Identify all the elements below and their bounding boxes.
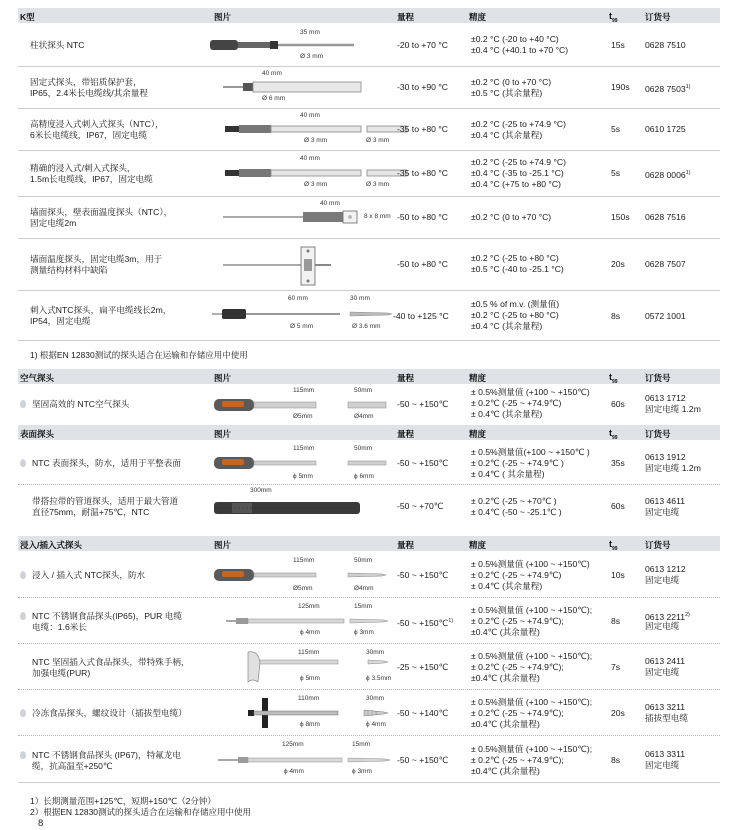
- header-type: 表面探头: [20, 429, 55, 439]
- probe-image: [212, 455, 392, 471]
- order-number: 0628 7510: [645, 40, 686, 50]
- order-number: 0628 7516: [645, 212, 686, 222]
- probe-name: 精确的浸入式/刺入式探头，: [30, 163, 136, 173]
- dim-label: ϕ 3mm: [352, 768, 372, 775]
- probe-name: 直径75mm，耐温+75℃，NTC: [32, 507, 150, 517]
- t99-value: 20s: [611, 708, 625, 718]
- table-header: [18, 8, 720, 23]
- accuracy-line: ± 0.4℃ (-50 ~ -25.1℃ ): [471, 507, 562, 517]
- dim-label: ϕ 4mm: [284, 768, 304, 775]
- t99-value: 20s: [611, 259, 625, 269]
- accuracy-line: ±0.4 °C (其余量程): [471, 130, 543, 140]
- accuracy-line: ± 0.5%测量值 (+100 ~ +150℃);: [471, 605, 593, 615]
- order-number: 0628 0006$^{1)}$: [645, 169, 691, 180]
- header-type: K型: [20, 12, 35, 22]
- dim-label: 30 mm: [350, 295, 370, 302]
- order-note: 固定电缆: [645, 507, 680, 517]
- accuracy-line: ± 0.2℃ (-25 ~ +74.9℃);: [471, 708, 564, 718]
- order-note: 固定电缆 1.2m: [645, 404, 701, 414]
- k-type-table: [18, 8, 720, 341]
- probe-image: [223, 166, 413, 180]
- range-value: -50 to +80 °C: [397, 259, 448, 269]
- range-value: -35 to +80 °C: [397, 124, 448, 134]
- dim-label: Ø 3 mm: [366, 181, 390, 188]
- dim-label: ϕ 3mm: [354, 629, 374, 636]
- droplet-icon: [20, 400, 26, 408]
- order-number: 0628 7503$^{1)}$: [645, 83, 691, 94]
- probe-name: 冷冻食品探头，螺纹设计（插拔型电缆）: [32, 708, 187, 718]
- dim-label: ϕ 8mm: [300, 721, 320, 728]
- dim-label: ϕ 4mm: [366, 721, 386, 728]
- dim-label: 40 mm: [320, 200, 340, 207]
- header-order: 订货号: [645, 540, 671, 550]
- header-order: 订货号: [645, 429, 671, 439]
- range-value: -50 ~ +70℃: [397, 501, 444, 511]
- dim-label: 50mm: [354, 445, 373, 452]
- header-accuracy: 精度: [469, 540, 487, 550]
- table-row: [18, 598, 720, 644]
- t99-value: 8s: [611, 311, 621, 321]
- table-row: [18, 197, 720, 239]
- table-row: [18, 485, 720, 529]
- order-number: 0613 1712: [645, 393, 686, 403]
- t99-value: 8s: [611, 755, 621, 765]
- range-value: -50 ~ +150℃$^{1)}$: [397, 617, 454, 628]
- probe-image: [212, 567, 392, 583]
- t99-value: 150s: [611, 212, 630, 222]
- footnote: 2）根据EN 12830测试的探头适合在运输和存储应用中使用: [30, 807, 252, 817]
- table-row: [18, 551, 720, 598]
- header-picture: 图片: [214, 12, 232, 22]
- accuracy-line: ± 0.5%测量值 (+100 ~ +150℃): [471, 559, 590, 569]
- order-number: 0628 7507: [645, 259, 686, 269]
- header-t99: $t_{99}$: [609, 11, 618, 24]
- order-number: 0613 2211$^{2)}$: [645, 611, 690, 622]
- range-value: -50 ~ +150℃: [397, 399, 449, 409]
- table-row: [18, 690, 720, 736]
- header-accuracy: 精度: [469, 12, 487, 22]
- table-row: [18, 67, 720, 109]
- page-number: 8: [38, 818, 44, 829]
- header-t99: $t_{99}$: [609, 428, 618, 441]
- accuracy-line: ±0.4℃ (其余量程): [471, 627, 540, 637]
- dim-label: 60 mm: [288, 295, 308, 302]
- probe-name: 墙面温度探头，固定电缆3m，用于: [30, 254, 163, 264]
- range-value: -50 ~ +150℃: [397, 570, 449, 580]
- dim-label: Ø 3 mm: [304, 181, 328, 188]
- footnote: 1）长期测量范围+125℃，短期+150℃（2分钟）: [30, 796, 216, 806]
- t99-value: 5s: [611, 124, 621, 134]
- accuracy-line: ± 0.4℃ (其余量程): [471, 409, 543, 419]
- t99-value: 60s: [611, 501, 625, 511]
- accuracy-line: ±0.2 °C (-25 to +80 °C): [471, 310, 559, 320]
- dim-label: ϕ 5mm: [293, 473, 313, 480]
- header-range: 量程: [397, 540, 415, 550]
- dim-label: 125mm: [282, 741, 304, 748]
- probe-image: [223, 207, 363, 227]
- accuracy-line: ± 0.2℃ (-25 ~ +74.9℃): [471, 398, 562, 408]
- table-header: [18, 425, 720, 440]
- accuracy-line: ± 0.5%测量值 (+100 ~ +150℃);: [471, 744, 593, 754]
- dim-label: 30mm: [366, 649, 385, 656]
- droplet-icon: [20, 612, 26, 620]
- table-row: [18, 151, 720, 197]
- range-value: -50 to +80 °C: [397, 212, 448, 222]
- probe-name: NTC 不锈钢食品探头 (IP67)，特氟龙电: [32, 750, 181, 760]
- header-order: 订货号: [645, 373, 671, 383]
- probe-name: 坚固高效的 NTC空气探头: [32, 399, 130, 409]
- accuracy-line: ±0.4 °C (其余量程): [471, 321, 543, 331]
- accuracy-line: ±0.2 °C (0 to +70 °C): [471, 212, 552, 222]
- header-accuracy: 精度: [469, 429, 487, 439]
- accuracy-line: ±0.5 % of m.v. (测量值): [471, 299, 560, 309]
- probe-name: 电缆：1.6米长: [32, 622, 87, 632]
- probe-name: 带搭拉带的管道探头，适用于最大管道: [32, 496, 179, 506]
- probe-name: 6米长电缆线，IP67，固定电缆: [30, 130, 147, 140]
- order-note: 固定电缆: [645, 760, 680, 770]
- table-row: [18, 291, 720, 341]
- dim-label: 30mm: [366, 695, 385, 702]
- accuracy-line: ± 0.4℃ ( 其余量程): [471, 469, 545, 479]
- header-accuracy: 精度: [469, 373, 487, 383]
- immersion-probe-table: [18, 536, 720, 783]
- accuracy-line: ±0.5 °C (-40 to -25.1 °C): [471, 264, 564, 274]
- accuracy-line: ± 0.5%测量值 (+100 ~ +150℃);: [471, 651, 593, 661]
- accuracy-line: ±0.2 °C (0 to +70 °C): [471, 77, 552, 87]
- order-number: 0613 1212: [645, 564, 686, 574]
- dim-label: 125mm: [298, 603, 320, 610]
- order-note: 固定电缆: [645, 575, 680, 585]
- dim-label: 15mm: [354, 603, 373, 610]
- dim-label: Ø 5 mm: [290, 323, 314, 330]
- dim-label: 50mm: [354, 557, 373, 564]
- probe-name: 刺入式NTC探头，扁平电缆线长2m，: [30, 305, 172, 315]
- table-row: [18, 23, 720, 67]
- probe-name: IP54，固定电缆: [30, 316, 91, 326]
- probe-name: 固定式探头，带铝质保护套，: [30, 77, 142, 87]
- t99-value: 7s: [611, 662, 621, 672]
- probe-name: NTC 表面探头，防水，适用于平整表面: [32, 458, 181, 468]
- header-range: 量程: [397, 429, 415, 439]
- probe-image: [212, 498, 362, 518]
- table-row: [18, 109, 720, 151]
- header-picture: 图片: [214, 429, 232, 439]
- probe-name: 测量结构材料中缺陷: [30, 265, 108, 275]
- accuracy-line: ± 0.2℃ (-25 ~ +74.9℃);: [471, 755, 564, 765]
- range-value: -35 to +80 °C: [397, 168, 448, 178]
- probe-image: [223, 245, 333, 287]
- dim-label: Ø 3.6 mm: [352, 323, 381, 330]
- table-row: [18, 239, 720, 291]
- probe-image: [212, 397, 392, 413]
- order-number: 0613 1912: [645, 452, 686, 462]
- order-note: 固定电缆 1.2m: [645, 463, 701, 473]
- probe-name: 高精度浸入式刺入式探头（NTC），: [30, 119, 164, 129]
- dim-label: Ø 3 mm: [366, 137, 390, 144]
- probe-image: [244, 696, 394, 730]
- dim-label: Ø 6 mm: [262, 95, 286, 102]
- header-type: 空气探头: [20, 373, 55, 383]
- probe-name: NTC 不锈钢食品探头(IP65)，PUR 电缆: [32, 611, 182, 621]
- dim-label: 300mm: [250, 487, 272, 494]
- accuracy-line: ±0.2 °C (-25 to +74.9 °C): [471, 119, 566, 129]
- accuracy-line: ± 0.4℃ (其余量程): [471, 581, 543, 591]
- dim-label: 15mm: [352, 741, 371, 748]
- dim-label: 40 mm: [300, 112, 320, 119]
- header-order: 订货号: [645, 12, 671, 22]
- footnote: 1) 根据EN 12830测试的探头适合在运输和存储应用中使用: [30, 350, 248, 360]
- accuracy-line: ±0.4℃ (其余量程): [471, 673, 540, 683]
- dim-label: Ø5mm: [293, 413, 313, 420]
- order-note: 固定电缆: [645, 667, 680, 677]
- probe-name: NTC 坚固插入式食品探头，带特殊手柄，: [32, 657, 190, 667]
- t99-value: 10s: [611, 570, 625, 580]
- dim-label: 50mm: [354, 387, 373, 394]
- dim-label: 115mm: [298, 649, 320, 656]
- probe-name: 浸入 / 插入式 NTC探头，防水: [32, 570, 146, 580]
- probe-name: 墙面探头，壁表面温度探头（NTC），: [30, 207, 173, 217]
- dim-label: Ø 3 mm: [304, 137, 328, 144]
- probe-name: 加强电缆(PUR): [32, 668, 91, 678]
- t99-value: 5s: [611, 168, 621, 178]
- probe-image: [208, 37, 358, 53]
- probe-name: IP65，2.4米长电缆线/其余量程: [30, 88, 148, 98]
- header-picture: 图片: [214, 373, 232, 383]
- order-number: 0613 2411: [645, 656, 685, 666]
- accuracy-line: ± 0.2℃ (-25 ~ +74.9℃ ): [471, 458, 564, 468]
- range-value: -50 ~ +150℃: [397, 755, 449, 765]
- accuracy-line: ± 0.2℃ (-25 ~ +74.9℃);: [471, 662, 564, 672]
- order-number: 0613 3311: [645, 749, 685, 759]
- accuracy-line: ± 0.5%测量值 (+100 ~ +150℃): [471, 387, 590, 397]
- dim-label: 115mm: [293, 557, 315, 564]
- droplet-icon: [20, 751, 26, 759]
- dim-label: Ø4mm: [354, 585, 374, 592]
- t99-value: 15s: [611, 40, 625, 50]
- t99-value: 60s: [611, 399, 625, 409]
- probe-name: 柱状探头 NTC: [30, 40, 85, 50]
- dim-label: ϕ 3.5mm: [366, 675, 392, 682]
- t99-value: 35s: [611, 458, 625, 468]
- accuracy-line: ±0.2 °C (-20 to +40 °C): [471, 34, 559, 44]
- dim-label: 110mm: [298, 695, 320, 702]
- accuracy-line: ± 0.5%测量值 (+100 ~ +150℃);: [471, 697, 593, 707]
- dim-label: 115mm: [293, 387, 315, 394]
- order-note: 固定电缆: [645, 621, 680, 631]
- dim-label: 40 mm: [262, 70, 282, 77]
- surface-probe-table: [18, 425, 720, 529]
- probe-name: 固定电缆2m: [30, 218, 77, 228]
- accuracy-line: ±0.5 °C (其余量程): [471, 88, 543, 98]
- range-value: -20 to +70 °C: [397, 40, 448, 50]
- dim-label: ϕ 6mm: [354, 473, 374, 480]
- dim-label: ϕ 5mm: [300, 675, 320, 682]
- table-header: [18, 369, 720, 384]
- range-value: -25 ~ +150℃: [397, 662, 449, 672]
- t99-value: 190s: [611, 82, 630, 92]
- table-row: [18, 644, 720, 690]
- order-note: 插拔型电缆: [645, 713, 688, 723]
- t99-value: 8s: [611, 616, 621, 626]
- dim-label: ϕ 4mm: [300, 629, 320, 636]
- probe-image: [212, 306, 402, 322]
- dim-label: 8 x 8 mm: [364, 213, 391, 220]
- probe-name: 1.5m长电缆线，IP67，固定电缆: [30, 174, 153, 184]
- droplet-icon: [20, 709, 26, 717]
- accuracy-line: ±0.4℃ (其余量程): [471, 719, 540, 729]
- range-value: -50 ~ +150℃: [397, 458, 449, 468]
- accuracy-line: ±0.4 °C (-35 to -25.1 °C): [471, 168, 564, 178]
- order-number: 0613 3211: [645, 702, 685, 712]
- table-row: [18, 384, 720, 425]
- dim-label: Ø5mm: [293, 585, 313, 592]
- header-type: 浸入/插入式探头: [20, 540, 82, 550]
- accuracy-line: ±0.2 °C (-25 to +80 °C): [471, 253, 559, 263]
- accuracy-line: ± 0.2℃ (-25 ~ +74.9℃);: [471, 616, 564, 626]
- probe-name: 缆，抗高温至+250℃: [32, 761, 113, 771]
- accuracy-line: ± 0.2℃ (-25 ~ +70℃ ): [471, 496, 557, 506]
- header-range: 量程: [397, 373, 415, 383]
- probe-image: [223, 80, 363, 94]
- header-range: 量程: [397, 12, 415, 22]
- header-picture: 图片: [214, 540, 232, 550]
- dim-label: 40 mm: [300, 155, 320, 162]
- table-header: [18, 536, 720, 551]
- probe-image: [244, 648, 394, 686]
- accuracy-line: ± 0.5%测量值(+100 ~ +150℃ ): [471, 447, 590, 457]
- droplet-icon: [20, 571, 26, 579]
- accuracy-line: ± 0.2℃ (-25 ~ +74.9℃): [471, 570, 562, 580]
- dim-label: Ø 3 mm: [300, 53, 324, 60]
- range-value: -50 ~ +140℃: [397, 708, 449, 718]
- range-value: -40 to +125 °C: [393, 311, 449, 321]
- dim-label: 35 mm: [300, 29, 320, 36]
- range-value: -30 to +90 °C: [397, 82, 448, 92]
- probe-image: [226, 614, 396, 628]
- order-number: 0610 1725: [645, 124, 686, 134]
- probe-image: [218, 753, 398, 767]
- table-row: [18, 736, 720, 783]
- order-number: 0572 1001: [645, 311, 686, 321]
- header-t99: $t_{99}$: [609, 539, 618, 552]
- droplet-icon: [20, 459, 26, 467]
- accuracy-line: ±0.2 °C (-25 to +74.9 °C): [471, 157, 566, 167]
- accuracy-line: ±0.4℃ (其余量程): [471, 766, 540, 776]
- air-probe-table: [18, 369, 720, 425]
- table-row: [18, 440, 720, 485]
- dim-label: Ø4mm: [354, 413, 374, 420]
- dim-label: 115mm: [293, 445, 315, 452]
- order-number: 0613 4611: [645, 496, 685, 506]
- probe-image: [223, 122, 413, 136]
- accuracy-line: ±0.4 °C (+40.1 to +70 °C): [471, 45, 569, 55]
- accuracy-line: ±0.4 °C (+75 to +80 °C): [471, 179, 561, 189]
- header-t99: $t_{99}$: [609, 372, 618, 385]
